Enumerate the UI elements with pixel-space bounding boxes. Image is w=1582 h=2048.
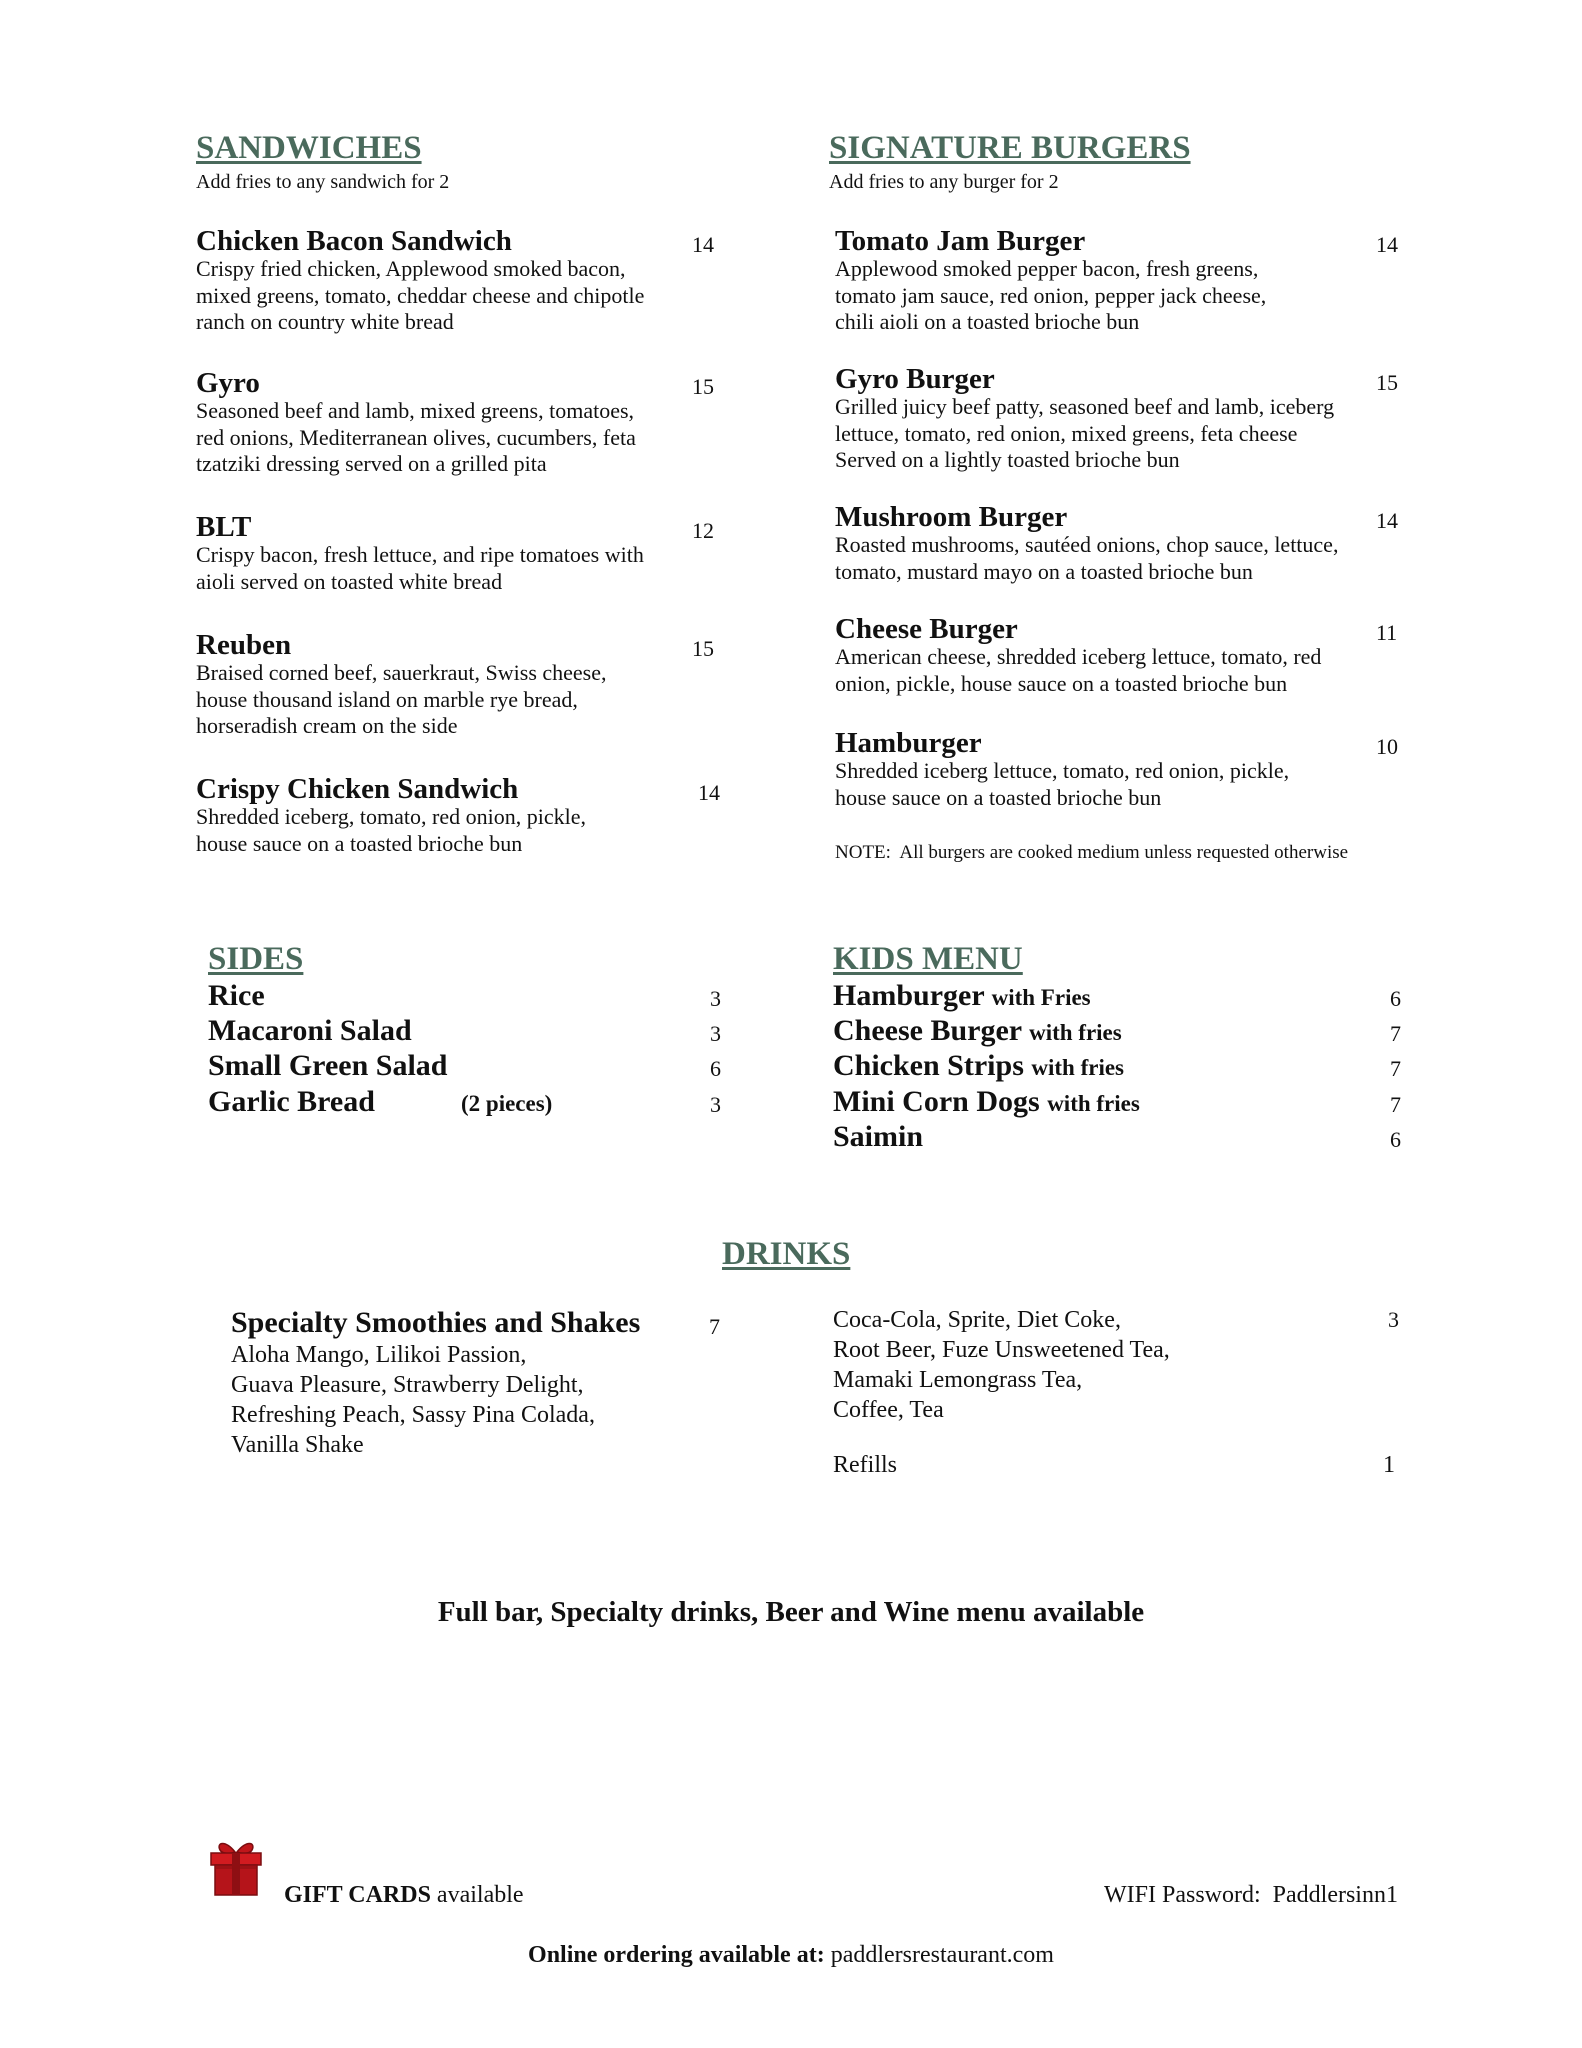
menu-item <box>196 510 726 595</box>
item-price: 15 <box>692 374 714 399</box>
list-item <box>833 1120 1413 1154</box>
item-price: 7 <box>1390 1056 1401 1081</box>
item-price: 6 <box>1390 1127 1401 1152</box>
item-description: Coca-Cola, Sprite, Diet Coke, Root Beer, Fuze Unsweetened Tea, Mamaki Lemongrass Tea, Coffee, Tea <box>833 1307 1170 1423</box>
item-price: 7 <box>1390 1092 1401 1117</box>
item-note: with fries <box>1031 1055 1124 1080</box>
item-name: Garlic Bread <box>208 1085 375 1118</box>
item-price: 1 <box>1383 1452 1395 1478</box>
item-price: 14 <box>698 780 720 805</box>
menu-item <box>835 726 1405 811</box>
item-name: Cheese Burger <box>835 613 1018 645</box>
item-description: Crispy fried chicken, Applewood smoked bacon, mixed greens, tomato, cheddar cheese and chipotle ranch on country white bread <box>196 256 645 334</box>
item-note: (2 pieces) <box>461 1091 553 1116</box>
item-name: BLT <box>196 511 252 543</box>
item-name: Refills <box>833 1452 897 1478</box>
sandwiches-heading: SANDWICHES <box>196 130 422 166</box>
item-description: Grilled juicy beef patty, seasoned beef and lamb, iceberg lettuce, tomato, red onion, mixed greens, feta cheese Served on a lightly toasted brioche bun <box>835 394 1335 472</box>
item-price: 10 <box>1376 734 1398 759</box>
list-item <box>833 1049 1413 1083</box>
burgers-heading: SIGNATURE BURGERS <box>829 130 1191 166</box>
item-name: Hamburger with Fries <box>833 979 1091 1012</box>
item-price: 3 <box>710 986 721 1011</box>
item-note: with Fries <box>991 985 1091 1010</box>
menu-item <box>835 362 1405 474</box>
item-name: Specialty Smoothies and Shakes <box>231 1306 641 1339</box>
item-name: Hamburger <box>835 727 982 759</box>
item-price: 7 <box>709 1314 720 1339</box>
menu-item <box>196 366 726 478</box>
item-name: Crispy Chicken Sandwich <box>196 773 519 805</box>
gift-box-icon <box>208 1838 264 1898</box>
menu-item <box>835 224 1405 336</box>
sandwiches-fries-note: Add fries to any sandwich for 2 <box>196 171 450 193</box>
item-description: Braised corned beef, sauerkraut, Swiss cheese, house thousand island on marble rye bread, horseradish cream on the side <box>196 660 607 738</box>
kids-menu-heading: KIDS MENU <box>833 941 1023 977</box>
item-price: 12 <box>692 518 714 543</box>
list-item <box>833 1085 1413 1119</box>
item-name: Gyro Burger <box>835 363 995 395</box>
list-item <box>833 979 1413 1013</box>
website-link[interactable]: paddlersrestaurant.com <box>824 1942 1054 1968</box>
item-name: Chicken Bacon Sandwich <box>196 225 512 257</box>
item-price: 14 <box>692 232 714 257</box>
item-name: Mushroom Burger <box>835 501 1068 533</box>
menu-item <box>835 500 1405 585</box>
menu-item <box>196 772 726 857</box>
item-name: Cheese Burger with fries <box>833 1014 1122 1047</box>
menu-item <box>835 612 1405 697</box>
item-price: 7 <box>1390 1021 1401 1046</box>
menu-item <box>231 1306 741 1460</box>
menu-item <box>196 224 726 336</box>
list-item <box>833 1014 1413 1048</box>
item-description: Seasoned beef and lamb, mixed greens, tomatoes, red onions, Mediterranean olives, cucumbers, feta tzatziki dressing served on a grilled pita <box>196 398 636 476</box>
menu-item <box>833 1305 1413 1425</box>
item-description: American cheese, shredded iceberg lettuce, tomato, red onion, pickle, house sauce on a toasted brioche bun <box>835 644 1322 696</box>
list-item <box>208 979 728 1013</box>
item-description: Aloha Mango, Lilikoi Passion, Guava Pleasure, Strawberry Delight, Refreshing Peach, Sassy Pina Colada, Vanilla Shake <box>231 1342 595 1458</box>
item-name: Reuben <box>196 629 292 661</box>
online-ordering-note: Online ordering available at: paddlersrestaurant.com <box>528 1942 1054 1968</box>
item-description: Roasted mushrooms, sautéed onions, chop sauce, lettuce, tomato, mustard mayo on a toasted brioche bun <box>835 532 1339 584</box>
item-price: 6 <box>710 1056 721 1081</box>
list-item <box>208 1049 728 1083</box>
item-price: 6 <box>1390 986 1401 1011</box>
item-name: Tomato Jam Burger <box>835 225 1086 257</box>
item-note: with fries <box>1047 1091 1140 1116</box>
sides-heading: SIDES <box>208 941 304 977</box>
gift-cards-note: GIFT CARDS available <box>284 1882 524 1908</box>
item-name: Saimin <box>833 1120 924 1153</box>
wifi-password: WIFI Password: Paddlersinn1 <box>1104 1882 1398 1908</box>
bar-menu-note: Full bar, Specialty drinks, Beer and Wine menu available <box>437 1596 1145 1628</box>
item-price: 15 <box>1376 370 1398 395</box>
list-item <box>208 1085 728 1119</box>
item-price: 15 <box>692 636 714 661</box>
item-name: Small Green Salad <box>208 1049 448 1082</box>
item-note: with fries <box>1029 1020 1122 1045</box>
item-name: Macaroni Salad <box>208 1014 412 1047</box>
burgers-fries-note: Add fries to any burger for 2 <box>829 171 1059 193</box>
item-price: 3 <box>710 1021 721 1046</box>
item-price: 14 <box>1376 508 1398 533</box>
drinks-heading: DRINKS <box>722 1236 851 1272</box>
item-price: 14 <box>1376 232 1398 257</box>
item-description: Crispy bacon, fresh lettuce, and ripe tomatoes with aioli served on toasted white bread <box>196 542 644 594</box>
item-price: 3 <box>1388 1307 1399 1332</box>
item-description: Shredded iceberg lettuce, tomato, red onion, pickle, house sauce on a toasted brioche bun <box>835 758 1290 810</box>
item-price: 11 <box>1376 620 1398 645</box>
item-name: Rice <box>208 979 265 1012</box>
item-name: Gyro <box>196 367 260 399</box>
list-item <box>833 1450 1413 1484</box>
item-description: Applewood smoked pepper bacon, fresh greens, tomato jam sauce, red onion, pepper jack cheese, chili aioli on a toasted brioche bun <box>835 256 1267 334</box>
list-item <box>208 1014 728 1048</box>
burgers-cooking-note: NOTE: All burgers are cooked medium unless requested otherwise <box>835 842 1349 863</box>
menu-item <box>196 628 726 740</box>
item-name: Mini Corn Dogs with fries <box>833 1085 1140 1118</box>
item-description: Shredded iceberg, tomato, red onion, pickle, house sauce on a toasted brioche bun <box>196 804 586 856</box>
item-price: 3 <box>710 1092 721 1117</box>
item-name: Chicken Strips with fries <box>833 1049 1124 1082</box>
